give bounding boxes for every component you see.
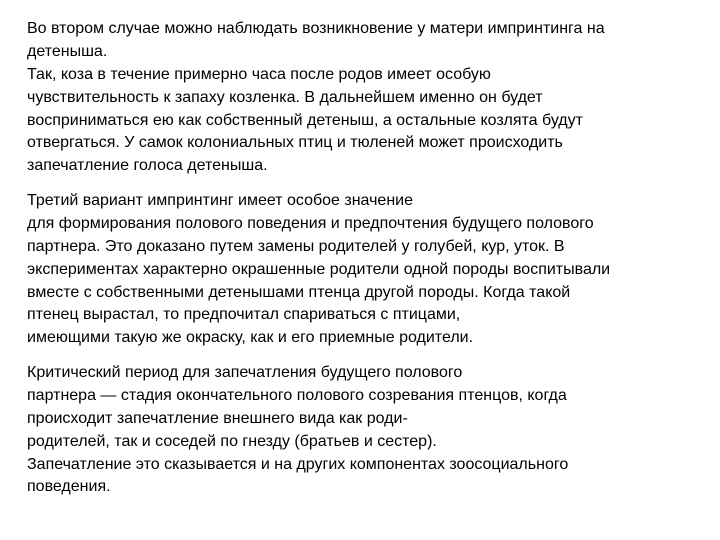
text-line: чувствительность к запаху козленка. В дальнейшем именно он будет bbox=[27, 88, 543, 106]
text-line: родителей, так и соседей по гнезду (братьев и сестер). bbox=[27, 432, 437, 450]
text-line: имеющими такую же окраску, как и его приемные родители. bbox=[27, 329, 474, 347]
paragraph-critical-period bbox=[27, 362, 568, 499]
text-line: для формирования полового поведения и предпочтения будущего полового bbox=[27, 214, 594, 232]
text-line: отвергаться. У самок колониальных птиц и тюленей может происходить bbox=[27, 134, 563, 152]
text-line: Так, коза в течение примерно часа после родов имеет особую bbox=[27, 65, 491, 83]
text-line: Критический период для запечатления будущего полового bbox=[27, 364, 463, 381]
text-line: запечатление голоса детеныша. bbox=[27, 157, 268, 175]
text-line: восприниматься ею как собственный детеныш, а остальные козлята будут bbox=[27, 111, 583, 129]
text-line: экспериментах характерно окрашенные родители одной породы воспитывали bbox=[27, 260, 611, 278]
paragraph-sexual-imprinting bbox=[27, 190, 610, 350]
text-line: детеныша. bbox=[27, 42, 108, 60]
text-line: партнера — стадия окончательного полового созревания птенцов, когда bbox=[27, 386, 567, 404]
text-line: вместе с собственными детенышами птенца другой породы. Когда такой bbox=[27, 283, 571, 301]
text-line: поведения. bbox=[27, 478, 111, 496]
text-line: партнера. Это доказано путем замены родителей у голубей, кур, уток. В bbox=[27, 237, 565, 255]
text-line: Во втором случае можно наблюдать возникновение у матери импринтинга на bbox=[27, 20, 605, 37]
text-line: происходит запечатление внешнего вида как роди- bbox=[27, 409, 408, 427]
paragraph-mother-imprinting bbox=[27, 18, 605, 178]
text-line: Запечатление это сказывается и на других компонентах зоосоциального bbox=[27, 455, 569, 473]
text-line: птенец вырастал, то предпочитал спариваться с птицами, bbox=[27, 306, 461, 324]
text-line: Третий вариант импринтинг имеет особое значение bbox=[27, 192, 413, 209]
